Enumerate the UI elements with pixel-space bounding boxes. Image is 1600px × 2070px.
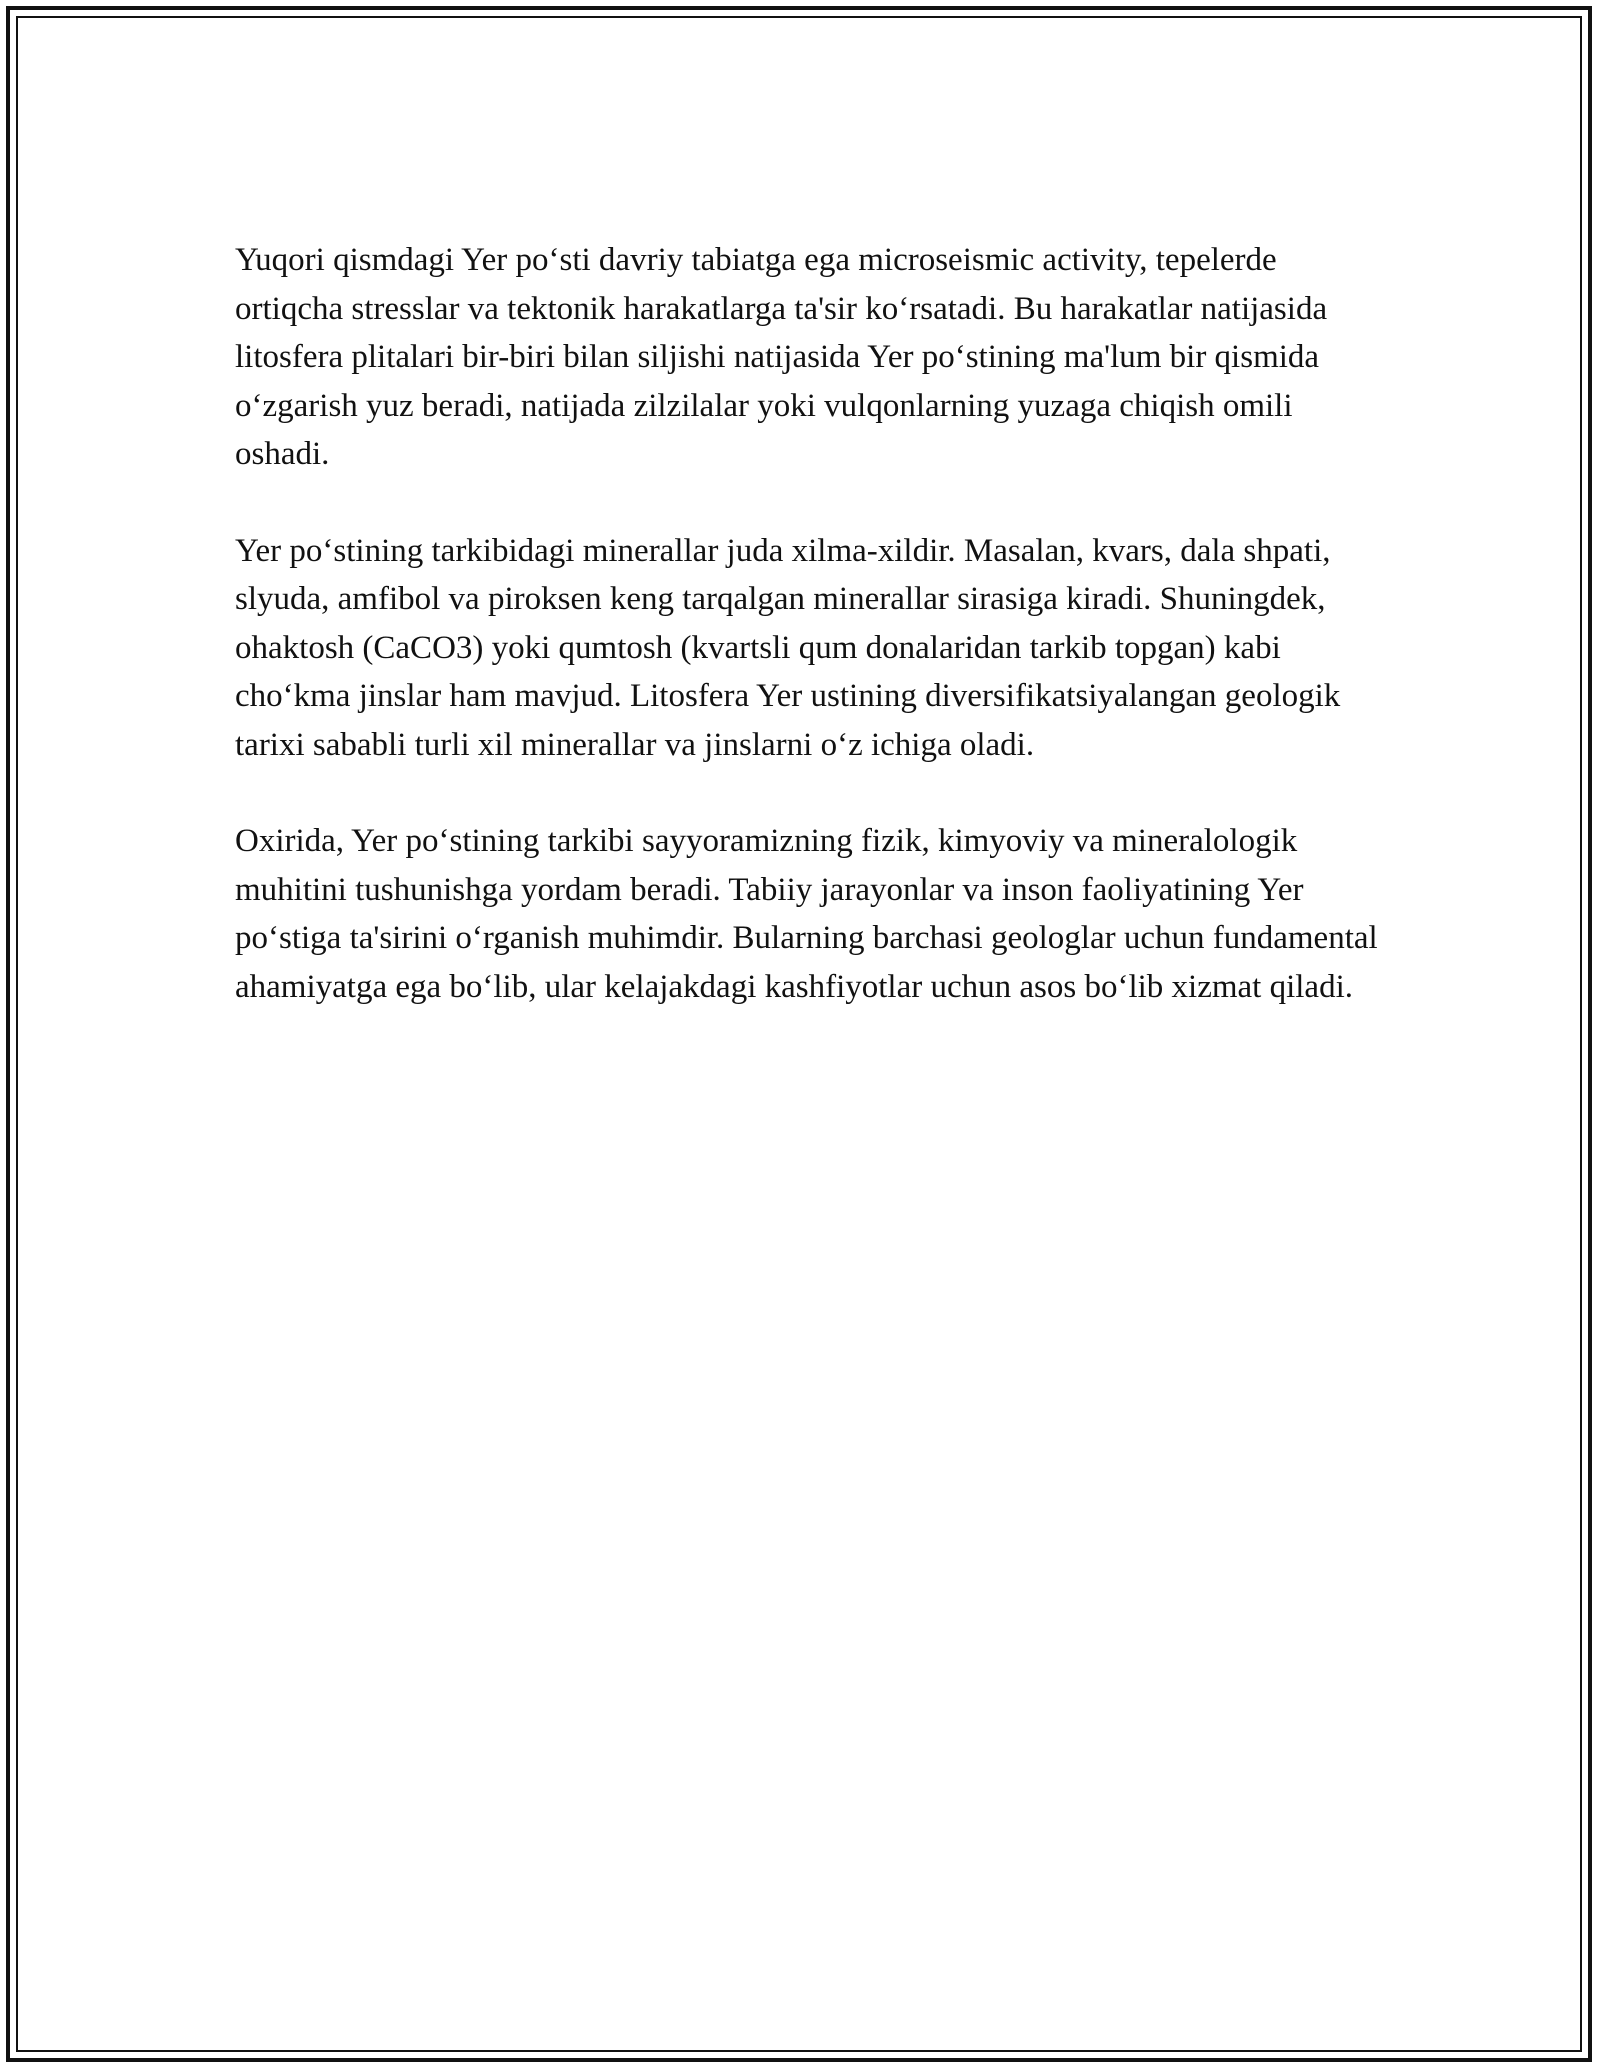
paragraph-1: Yuqori qismdagi Yer po‘sti davriy tabiatga ega microseismic activity, tepelerde ortiqcha stresslar va tektonik harakatlarga ta'sir ko‘rsatadi. Bu harakatlar natijasida litosfera plitalari bir-biri bilan siljishi natijasida Yer po‘stining ma'lum bir qismida o‘zgarish yuz beradi, natijada zilzilalar yoki vulqonlarning yuzaga chiqish omili oshadi.: [235, 242, 1328, 472]
document-body: [235, 236, 1385, 1059]
paragraph-3: Oxirida, Yer po‘stining tarkibi sayyoramizning fizik, kimyoviy va mineralologik muhitini tushunishga yordam beradi. Tabiiy jarayonlar va inson faoliyatining Yer po‘stiga ta'sirini o‘rganish muhimdir. Bularning barchasi geologlar uchun fundamental ahamiyatga ega bo‘lib, ular kelajakdagi kashfiyotlar uchun asos bo‘lib xizmat qiladi.: [235, 823, 1378, 1005]
paragraph-2: Yer po‘stining tarkibidagi minerallar juda xilma-xildir. Masalan, kvars, dala shpati, slyuda, amfibol va piroksen keng tarqalgan minerallar sirasiga kiradi. Shuningdek, ohaktosh (CaCO3) yoki qumtosh (kvartsli qum donalaridan tarkib topgan) kabi cho‘kma jinslar ham mavjud. Litosfera Yer ustining diversifikatsiyalangan geologik tarixi sababli turli xil minerallar va jinslarni o‘z ichiga oladi.: [235, 532, 1341, 763]
